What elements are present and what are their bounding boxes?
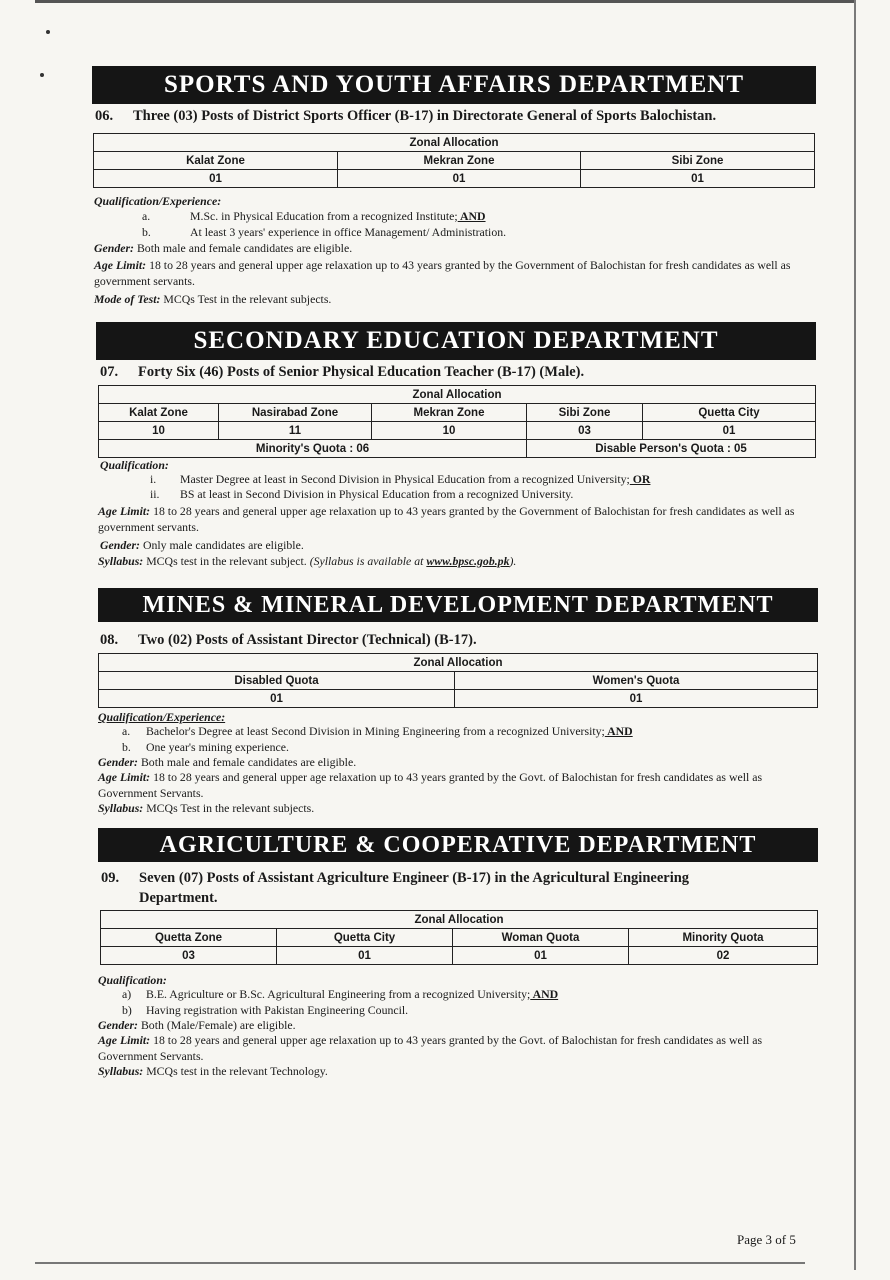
age-limit-label: Age Limit: [98,1033,151,1047]
table-header: Kalat Zone [99,404,219,422]
age-limit-text: 18 to 28 years and general upper age relaxation up to 43 years granted by the Govt. of Balochistan for fresh candidates as well as Government Servants. [98,1033,763,1063]
bottom-border [35,1262,805,1264]
table-cell: 01 [643,422,816,440]
gender-text: Only male candidates are eligible. [142,538,304,552]
table-header: Minority Quota [629,929,818,947]
list-connector: AND [530,987,559,1001]
syllabus-link[interactable]: www.bpsc.gob.pk [426,554,510,568]
table-cell: 02 [629,947,818,965]
syllabus-text: MCQs test in the relevant Technology. [146,1064,328,1078]
list-text: M.Sc. in Physical Education from a recognized Institute; [190,209,458,223]
table-header: Mekran Zone [338,152,581,170]
table-header: Sibi Zone [581,152,815,170]
post-heading [95,108,716,125]
age-limit-label: Age Limit: [98,770,151,784]
zonal-allocation-table [98,653,818,708]
gender-text: Both male and female candidates are eligible. [140,755,357,769]
post-number: 09. [101,870,120,886]
post-title: Forty Six (46) Posts of Senior Physical Education Teacher (B-17) (Male). [138,364,585,380]
list-connector: AND [604,724,633,738]
table-header: Quetta City [277,929,453,947]
table-cell: 01 [581,170,815,188]
table-cell: 10 [99,422,219,440]
gender-line [94,241,819,257]
list-text: At least 3 years' experience in office Management/ Administration. [190,225,507,239]
gender-label: Gender: [94,241,134,255]
post-heading [100,632,477,649]
zonal-allocation-table [98,385,816,458]
table-cell: 10 [372,422,527,440]
syllabus-note-end: ). [509,554,517,568]
syllabus-line [98,1064,818,1080]
list-marker: ii. [150,487,160,501]
mode-of-test-text: MCQs Test in the relevant subjects. [163,292,332,306]
table-header: Quetta Zone [101,929,277,947]
syllabus-text: MCQs Test in the relevant subjects. [146,801,315,815]
list-connector: AND [457,209,486,223]
mode-of-test-line [94,292,819,308]
zonal-allocation-table [93,133,815,188]
list-text: Having registration with Pakistan Engineering Council. [146,1003,409,1017]
table-header: Kalat Zone [94,152,338,170]
table-header: Mekran Zone [372,404,527,422]
table-header: Disabled Quota [99,672,455,690]
table-caption: Zonal Allocation [101,911,818,929]
syllabus-text: MCQs test in the relevant subject. [146,554,307,568]
age-limit-text: 18 to 28 years and general upper age relaxation up to 43 years granted by the Government of Balochistan for fresh candidates as well as government servants. [94,258,791,288]
gender-label: Gender: [98,755,138,769]
syllabus-line [98,801,818,817]
list-text: Master Degree at least in Second Division in Physical Education from a recognized University; [180,472,630,486]
syllabus-label: Syllabus: [98,801,144,815]
qualification-label: Qualification/Experience: [98,710,226,724]
list-item [122,1003,408,1018]
department-banner: SPORTS AND YOUTH AFFAIRS DEPARTMENT [92,66,816,104]
table-caption: Zonal Allocation [99,386,816,404]
qualification-label: Qualification/Experience: [94,194,222,208]
list-marker: a. [122,724,131,738]
list-connector: OR [629,472,651,486]
list-marker: b. [142,225,151,239]
gender-text: Both male and female candidates are eligible. [136,241,353,255]
age-limit-label: Age Limit: [98,504,151,518]
list-marker: a. [142,209,151,223]
list-text: One year's mining experience. [146,740,289,754]
gender-line [100,538,815,554]
table-cell: 01 [94,170,338,188]
list-item [122,740,289,755]
list-item [122,724,633,739]
gender-label: Gender: [98,1018,138,1032]
age-limit-text: 18 to 28 years and general upper age relaxation up to 43 years granted by the Government of Balochistan for fresh candidates as well as government servants. [98,504,795,534]
post-heading [100,364,584,381]
list-item [122,987,558,1002]
qualification-label: Qualification: [100,458,169,472]
post-title-continued: Department. [139,890,218,906]
syllabus-note: (Syllabus is available at [309,554,424,568]
table-cell: 03 [101,947,277,965]
list-text: B.E. Agriculture or B.Sc. Agricultural Engineering from a recognized University; [146,987,531,1001]
syllabus-line [98,554,813,570]
syllabus-label: Syllabus: [98,554,144,568]
list-marker: i. [150,472,157,486]
table-caption: Zonal Allocation [99,654,818,672]
top-border [35,0,855,3]
table-caption: Zonal Allocation [94,134,815,152]
list-marker: b. [122,740,131,754]
age-limit-label: Age Limit: [94,258,147,272]
post-title: Two (02) Posts of Assistant Director (Technical) (B-17). [138,632,477,648]
list-item [142,209,486,224]
mode-of-test-label: Mode of Test: [94,292,161,306]
right-border [854,0,856,1270]
gender-line [98,1018,818,1034]
list-item [142,225,506,240]
table-header: Sibi Zone [527,404,643,422]
department-banner: SECONDARY EDUCATION DEPARTMENT [96,322,816,360]
table-cell: 03 [527,422,643,440]
post-heading [101,870,689,887]
table-header: Nasirabad Zone [219,404,372,422]
post-number: 08. [100,632,119,648]
table-cell: 01 [453,947,629,965]
list-text: BS at least in Second Division in Physical Education from a recognized University. [180,487,574,501]
table-header: Quetta City [643,404,816,422]
scan-speck [40,73,44,77]
table-cell: 11 [219,422,372,440]
table-cell: 01 [455,690,818,708]
gender-text: Both (Male/Female) are eligible. [140,1018,296,1032]
post-title: Seven (07) Posts of Assistant Agriculture Engineer (B-17) in the Agricultural Engineering [139,870,690,886]
zonal-allocation-table [100,910,818,965]
list-item [150,472,650,487]
table-header: Women's Quota [455,672,818,690]
post-title: Three (03) Posts of District Sports Officer (B-17) in Directorate General of Sports Balochistan. [133,108,717,124]
age-limit-line [98,1033,822,1064]
department-banner: AGRICULTURE & COOPERATIVE DEPARTMENT [98,828,818,862]
list-text: Bachelor's Degree at least Second Division in Mining Engineering from a recognized University; [146,724,605,738]
page-number: Page 3 of 5 [737,1232,796,1247]
qualification-label: Qualification: [98,973,167,987]
table-cell: 01 [338,170,581,188]
table-header: Woman Quota [453,929,629,947]
post-number: 06. [95,108,114,124]
list-marker: b) [122,1003,132,1017]
department-banner: MINES & MINERAL DEVELOPMENT DEPARTMENT [98,588,818,622]
gender-label: Gender: [100,538,140,552]
table-cell: 01 [99,690,455,708]
syllabus-label: Syllabus: [98,1064,144,1078]
disabled-person-quota: Disable Person's Quota : 05 [527,440,816,458]
age-limit-line [94,258,819,289]
list-marker: a) [122,987,132,1001]
scan-speck [46,30,50,34]
age-limit-text: 18 to 28 years and general upper age relaxation up to 43 years granted by the Govt. of Balochistan for fresh candidates as well as Government Servants. [98,770,763,800]
list-item [150,487,573,502]
minority-quota: Minority's Quota : 06 [99,440,527,458]
table-cell: 01 [277,947,453,965]
age-limit-line [98,504,818,535]
age-limit-line [98,770,820,801]
post-number: 07. [100,364,119,380]
gender-line [98,755,818,771]
